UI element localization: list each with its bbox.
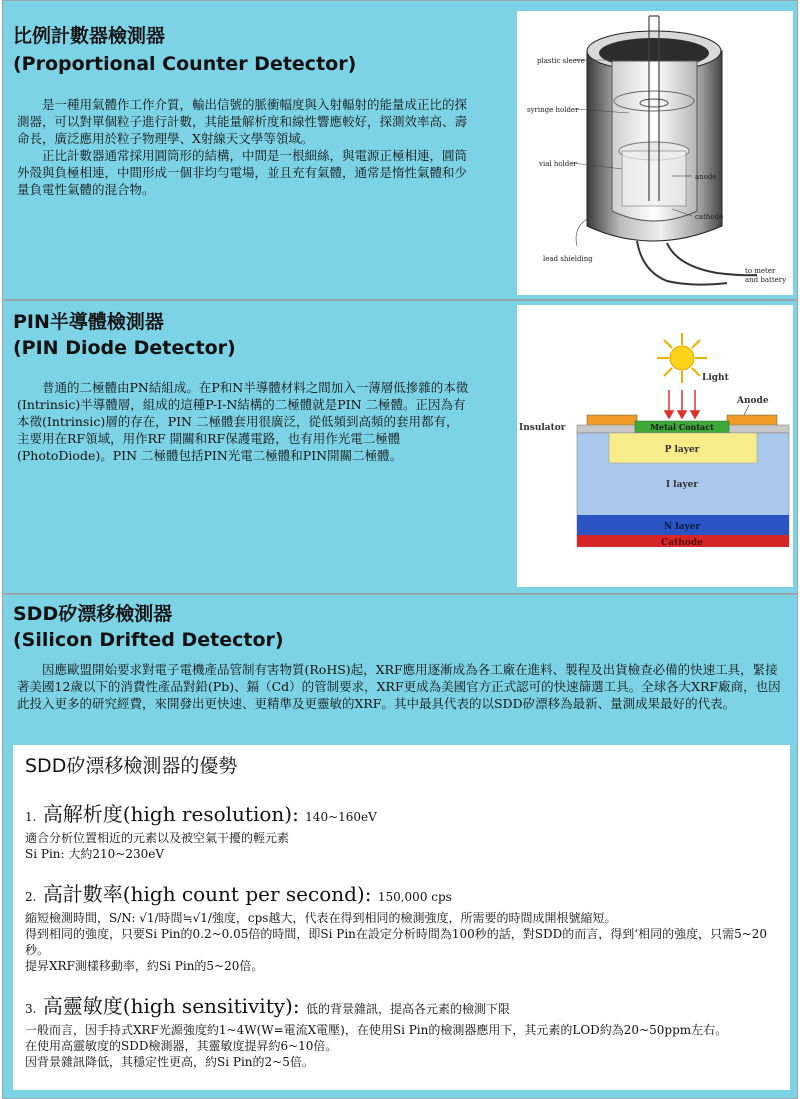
- paragraph: 是一種用氣體作工作介質，輸出信號的脈衝幅度與入射輻射的能量成正比的探測器，可以對單個粒子進行計數，其能量解析度和線性響應較好，探測效率高、壽命長，廣泛應用於粒子物理學、X射線天文學等領域。: [17, 97, 468, 146]
- advantages-title: SDD矽漂移檢測器的優勢: [25, 755, 238, 777]
- item-number: 1.: [25, 810, 37, 824]
- label-anode: Anode: [737, 396, 769, 406]
- item-detail: Si Pin: 大約210~230eV: [25, 847, 165, 861]
- section-title-zh: SDD矽漂移檢測器: [13, 603, 173, 625]
- label-vial-holder: vial holder: [539, 160, 577, 168]
- item-heading: 高解析度(high resolution):: [42, 802, 299, 826]
- section-title-en: (Proportional Counter Detector): [13, 53, 357, 75]
- sdd-advantages-box: [13, 745, 790, 1090]
- section-description: [17, 96, 469, 198]
- section-proportional-counter: [2, 0, 798, 300]
- section-title-en: (PIN Diode Detector): [13, 337, 236, 359]
- item-detail: 在使用高靈敏度的SDD檢測器，其靈敏度提昇約6~10倍。: [25, 1039, 338, 1053]
- label-n-layer: N layer: [663, 522, 701, 532]
- item-detail: 一般而言，因手持式XRF光源強度約1~4W(W=電流X電壓)，在使用Si Pin的檢測器應用下，其元素的LOD約為20~50ppm左右。: [25, 1023, 728, 1037]
- paragraph: 因應歐盟開始要求對電子電機產品管制有害物質(RoHS)起，XRF應用逐漸成為各工廠在進料、製程及出貨檢查必備的快速工具，緊接著美國12歲以下的消費性產品對鉛(Pb)、鎘（Cd）的管制要求，XRF更成為美國官方正式認可的快速篩選工具。全球各大XRF廠商，也因此投入更多的研究經費，來開發出更快速、更精準及更靈敏的XRF。其中最具代表的以SDD矽漂移為最新、量測成果最好的代表。: [17, 662, 781, 711]
- label-anode: anode: [695, 173, 717, 181]
- label-cathode: cathode: [695, 213, 724, 221]
- item-detail: 提昇XRF測樣移動率，約Si Pin的5~20倍。: [25, 959, 264, 973]
- item-heading: 高靈敏度(high sensitivity):: [42, 994, 300, 1018]
- label-syringe-holder: syringe holder: [527, 106, 579, 114]
- proportional-counter-diagram: [517, 11, 793, 295]
- label-and-battery: and battery: [745, 276, 787, 284]
- item-value: 低的背景雜訊，提高各元素的檢測下限: [305, 1002, 510, 1016]
- label-metal-contact: Metal Contact: [650, 422, 714, 432]
- light-arrows: [665, 390, 699, 418]
- item-number: 3.: [25, 1002, 37, 1016]
- sun-icon: [657, 333, 707, 383]
- pin-structure-figure: [517, 305, 793, 587]
- item-heading: 高計數率(high count per second):: [42, 882, 372, 906]
- section-title-zh: PIN半導體檢測器: [13, 311, 164, 333]
- section-title-en: (Silicon Drifted Detector): [13, 629, 284, 651]
- label-i-layer: I layer: [665, 480, 699, 490]
- label-plastic-sleeve: plastic sleeve: [537, 57, 585, 65]
- section-description: [17, 661, 789, 712]
- label-light: Light: [702, 373, 729, 383]
- label-to-meter: to meter: [745, 267, 776, 275]
- pin-diode-diagram: [517, 305, 793, 587]
- label-cathode: Cathode: [661, 538, 703, 548]
- paragraph: 普通的二極體由PN結組成。在P和N半導體材料之間加入一薄層低摻雜的本徵(Intrinsic)半導體層，組成的這種P-I-N結構的二極體就是PIN 二極體。正因為有本徵(Intrinsic)層的存在，PIN 二極體套用很廣泛，從低頻到高頻的套用都有，主要用在RF領域，用作RF 開關和RF保護電路，也有用作光電二極體(PhotoDiode)。PIN 二極體包括PIN光電二極體和PIN開關二極體。: [17, 380, 469, 463]
- paragraph: 正比計數器通常採用圓筒形的結構，中間是一根細絲，與電源正極相連，圓筒外殼與負極相連，中間形成一個非均勻電場，並且充有氣體，通常是惰性氣體和少量負電性氣體的混合物。: [17, 148, 468, 197]
- item-detail: 適合分析位置相近的元素以及被空氣干擾的輕元素: [25, 831, 290, 845]
- item-detail: 得到相同的強度，只要Si Pin的0.2~0.05倍的時間，即Si Pin在設定分析時間為100秒的話，對SDD的而言，得到‘相同的強度，只需5~20秒。: [25, 927, 768, 957]
- item-value: 150,000 cps: [377, 890, 452, 904]
- advantage-item-sensitivity: [25, 993, 785, 1070]
- label-lead-shielding: lead shielding: [543, 255, 593, 263]
- detector-cross-section-figure: [517, 11, 793, 295]
- section-description: [17, 379, 469, 464]
- advantage-item-count-rate: [25, 881, 785, 974]
- label-p-layer: P layer: [664, 445, 700, 455]
- advantage-item-resolution: [25, 801, 785, 862]
- item-detail: 因背景雜訊降低，其穩定性更高，約Si Pin的2~5倍。: [25, 1055, 314, 1069]
- item-detail: 縮短檢測時間，S/N: √1/時間≒√1/強度，cps越大，代表在得到相同的檢測強度，所需要的時間成開根號縮短。: [25, 911, 617, 925]
- item-value: 140~160eV: [305, 810, 377, 824]
- label-insulator: Insulator: [519, 423, 566, 433]
- section-pin-diode: [2, 300, 798, 594]
- section-title-zh: 比例計數器檢測器: [13, 25, 166, 47]
- section-sdd: [2, 594, 798, 1099]
- item-number: 2.: [25, 890, 37, 904]
